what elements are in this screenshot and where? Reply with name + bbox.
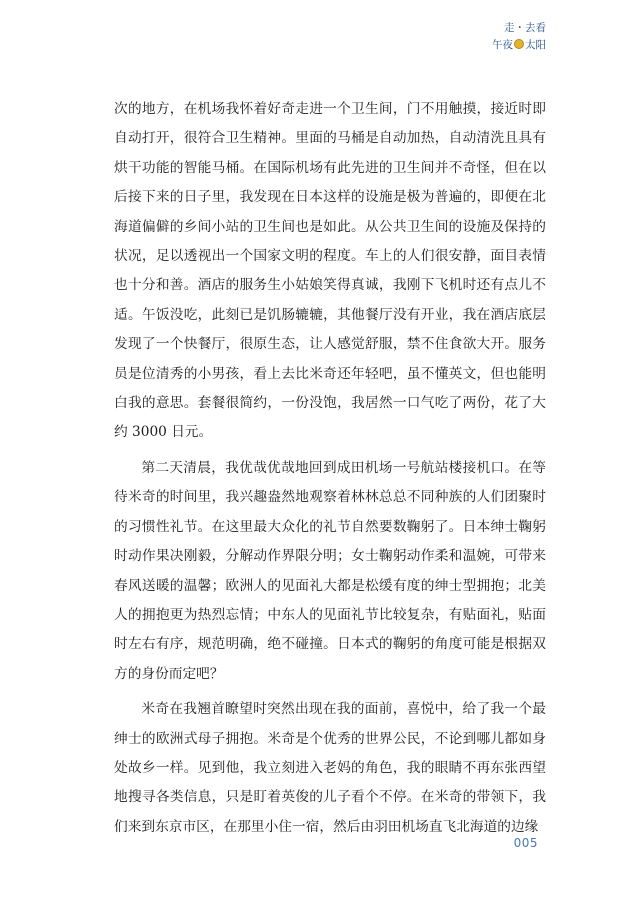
running-header — [492, 20, 546, 54]
sun-icon — [514, 39, 524, 49]
book-title-part2: 太阳 — [525, 39, 546, 51]
paragraph-continued: 次的地方，在机场我怀着好奇走进一个卫生间，门不用触摸，接近时即自动打开，很符合卫生精神。里面的马桶是自动加热，自动清洗且具有烘干功能的智能马桶。在国际机场有此先进的卫生间并不奇怪，但在以后接下来的日子里，我发现在日本这样的设施是极为普遍的，即便在北海道偏僻的乡间小站的卫生间也是如此。从公共卫生间的设施及保持的状况，足以透视出一个国家文明的程度。车上的人们很安静，面目表情也十分和善。酒店的服务生小姑娘笑得真诚，我刚下飞机时还有点儿不适。午饭没吃，此刻已是饥肠辘辘，其他餐厅没有开业，我在酒店底层发现了一个快餐厅，很原生态，让人感觉舒服，禁不住食欲大开。服务员是位清秀的小男孩，看上去比米奇还年轻吧，虽不懂英文，但也能明白我的意思。套餐很简约，一份没饱，我居然一口气吃了两份，花了大约 3000 日元。 — [114, 101, 546, 441]
paragraph: 第二天清晨，我优哉优哉地回到成田机场一号航站楼接机口。在等待米奇的时间里，我兴趣盎然地观察着林林总总不同种族的人们团聚时的习惯性礼节。在这里最大众化的礼节自然要数鞠躬了。日本绅士鞠躬时动作果决刚毅，分解动作界限分明；女士鞠躬动作柔和温婉，可带来春风送暖的温馨；欧洲人的见面礼大都是松缓有度的绅士型拥抱；北美人的拥抱更为热烈忘情；中东人的见面礼节比较复杂，有贴面礼，贴面时左右有序，规范明确，绝不碰撞。日本式的鞠躬的角度可能是根据双方的身份而定吧？ — [114, 459, 546, 682]
page-number: 005 — [513, 836, 538, 850]
body-text — [114, 95, 546, 842]
book-title — [492, 37, 546, 54]
book-title-part1: 午夜 — [492, 39, 513, 51]
paragraph: 米奇在我翘首瞭望时突然出现在我的面前，喜悦中，给了我一个最绅士的欧洲式母子拥抱。米奇是个优秀的世界公民，不论到哪儿都如身处故乡一样。见到他，我立刻进入老妈的角色，我的眼睛不再东张西望地搜寻各类信息，只是盯着英俊的儿子看个不停。在米奇的带领下，我们来到东京市区，在那里小住一宿，然后由羽田机场直飞北海道的边缘 — [114, 701, 546, 835]
series-label: 走・去看 — [504, 22, 546, 34]
